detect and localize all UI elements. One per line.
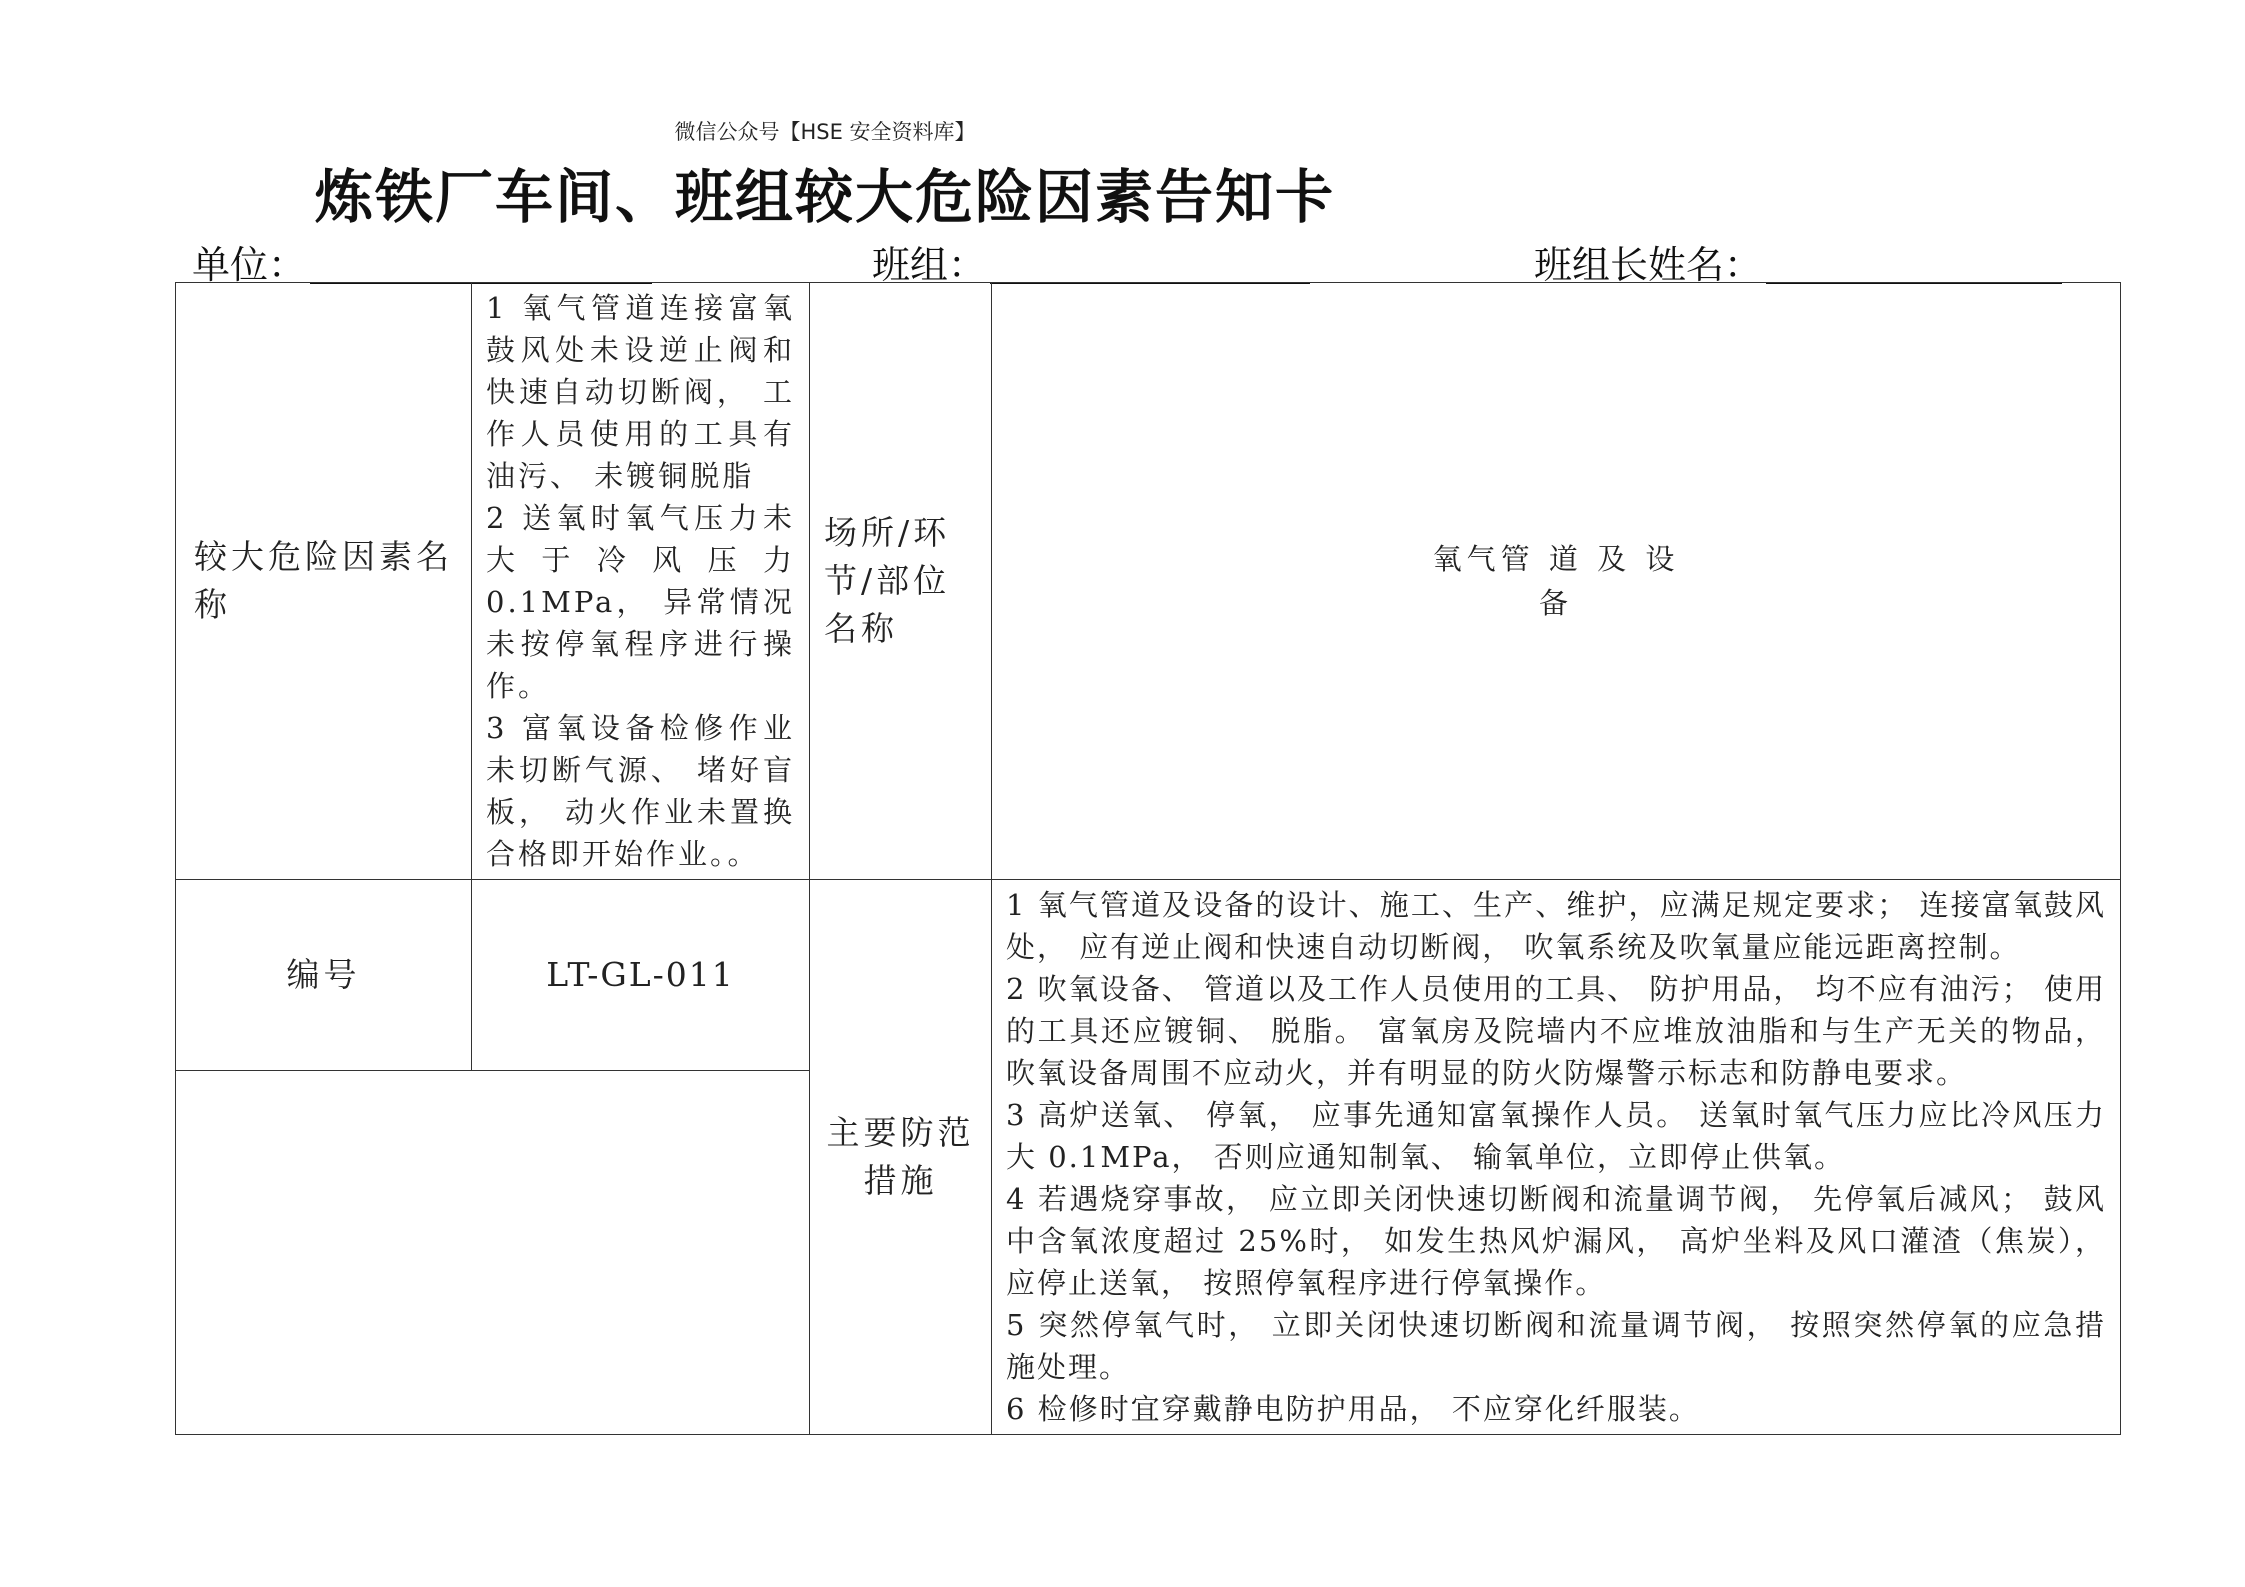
hazard-item: 3 富氧设备检修作业未切断气源、 堵好盲板， 动火作业未置换合格即开始作业。。: [486, 711, 795, 871]
unit-blank[interactable]: [310, 242, 652, 284]
empty-cell: [176, 1070, 810, 1434]
unit-label: 单位：: [192, 243, 307, 287]
measures-list: [992, 880, 2121, 1435]
table-row: [176, 880, 2121, 1071]
measure-item: 3 高炉送氧、 停氧， 应事先通知富氧操作人员。 送氧时氧气压力应比冷风压力大 0.1MPa， 否则应通知制氧、 输氧单位，立即停止供氧。: [1006, 1098, 2106, 1174]
measures-label: 主要防范措施: [810, 880, 992, 1435]
meta-row: [192, 228, 2072, 287]
measure-item: 5 突然停氧气时， 立即关闭快速切断阀和流量调节阀， 按照突然停氧的应急措施处理。: [1006, 1308, 2106, 1384]
leader-blank[interactable]: [1766, 242, 2062, 284]
place-label: 场所/环节/部位名称: [810, 283, 992, 880]
place-value-cell: [992, 283, 2121, 880]
hazard-name-label: 较大危险因素名称: [176, 283, 472, 880]
leader-field: [1534, 228, 2062, 287]
leader-label: 班组长姓名：: [1534, 243, 1763, 287]
hazard-item: 2 送氧时氧气压力未大 于 冷 风 压 力 0.1MPa， 异常情况未按停氧程序进行操作。: [486, 501, 795, 703]
team-field: [872, 228, 1310, 287]
measure-item: 2 吹氧设备、 管道以及工作人员使用的工具、 防护用品， 均不应有油污； 使用的工具还应镀铜、 脱脂。 富氧房及院墙内不应堆放油脂和与生产无关的物品， 吹氧设备周围不应动火，并有明显的防火防爆警示标志和防静电要求。: [1006, 972, 2106, 1090]
page-title: 炼铁厂车间、班组较大危险因素告知卡: [314, 163, 1335, 231]
hazard-card-table: [175, 282, 2121, 1435]
team-label: 班组：: [872, 243, 987, 287]
hazard-list: [472, 283, 810, 880]
unit-field: [192, 228, 652, 287]
measure-item: 6 检修时宜穿戴静电防护用品， 不应穿化纤服装。: [1006, 1392, 1700, 1426]
source-line: 微信公众号【HSE 安全资料库】: [674, 120, 976, 144]
place-value: 氧气管 道 及 设 备: [1432, 542, 1680, 620]
measure-item: 1 氧气管道及设备的设计、施工、生产、维护，应满足规定要求； 连接富氧鼓风处， 应有逆止阀和快速自动切断阀， 吹氧系统及吹氧量应能远距离控制。: [1006, 888, 2106, 964]
hazard-item: 1 氧气管道连接富氧鼓风处未设逆止阀和快速自动切断阀， 工作人员使用的工具有油污、 未镀铜脱脂: [486, 291, 795, 493]
team-blank[interactable]: [990, 242, 1310, 284]
code-value: LT-GL-011: [472, 880, 810, 1071]
code-label: 编号: [176, 880, 472, 1071]
table-row: [176, 283, 2121, 880]
measure-item: 4 若遇烧穿事故， 应立即关闭快速切断阀和流量调节阀， 先停氧后减风； 鼓风中含氧浓度超过 25%时， 如发生热风炉漏风， 高炉坐料及风口灌渣（焦炭）， 应停止送氧， 按照停氧程序进行停氧操作。: [1006, 1182, 2106, 1300]
